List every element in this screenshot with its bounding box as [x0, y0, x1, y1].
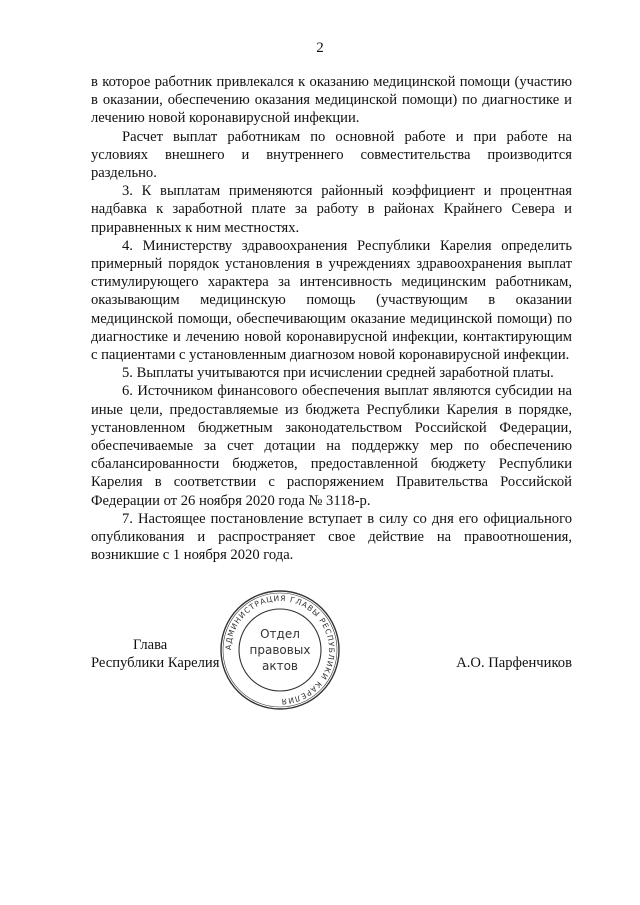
signatory-title-line2: Республики Карелия: [91, 655, 220, 672]
paragraph-5: 5. Выплаты учитываются при исчислении средней заработной платы.: [122, 365, 554, 382]
paragraph-7: 7. Настоящее постановление вступает в силу со дня его официального опубликования и распространяет свое действие на правоотношения, возникшие с 1 ноября 2020 года.: [91, 510, 572, 564]
signatory-name: А.О. Парфенчиков: [456, 655, 572, 671]
page-number: 2: [316, 40, 324, 56]
paragraph-6: 6. Источником финансового обеспечения выплат являются субсидии на иные цели, предоставляемые из бюджета Республики Карелия в порядке, установленном бюджетным законодательством Российской Федерации, обеспечиваемые за счет дотации на поддержку мер по обеспечению сбалансированности бюджетов, предоставленной бюджету Республики Карелия в соответствии с распоряжением Правительства Российской Федерации от 26 ноября 2020 года № 3118-р.: [91, 383, 572, 509]
stamp-line2: правовых: [249, 643, 311, 657]
signatory-title: [91, 636, 231, 672]
stamp-line1: Отдел: [260, 627, 300, 641]
signatory-title-line1: Глава: [133, 637, 168, 653]
paragraph-4: 4. Министерству здравоохранения Республики Карелия определить примерный порядок установления в учреждениях здравоохранения выплат стимулирующего характера за интенсивность медицинским работникам, оказывающим медицинскую помощь (участвующим в оказании медицинской помощи, обеспечивающим оказание медицинской помощи) по диагностике и лечению новой коронавирусной инфекции, контактирующим с пациентами с установленным диагнозом новой коронавирусной инфекции.: [91, 237, 572, 364]
stamp-ring-text: АДМИНИСТРАЦИЯ ГЛАВЫ РЕСПУБЛИКИ КАРЕЛИЯ: [223, 593, 337, 707]
official-stamp: [218, 588, 342, 712]
document-body: [91, 73, 572, 564]
paragraph-continuation: в которое работник привлекался к оказанию медицинской помощи (участию в оказании, обеспечению оказания медицинской помощи) по диагностике и лечению новой коронавирусной инфекции.: [91, 74, 572, 127]
paragraph-payment-calculation: Расчет выплат работникам по основной работе и при работе на условиях внешнего и внутреннего совместительства производится раздельно.: [91, 128, 572, 182]
paragraph-3: 3. К выплатам применяются районный коэффициент и процентная надбавка к заработной плате за работу в районах Крайнего Севера и приравненных к ним местностях.: [91, 183, 572, 236]
stamp-line3: актов: [261, 659, 299, 673]
